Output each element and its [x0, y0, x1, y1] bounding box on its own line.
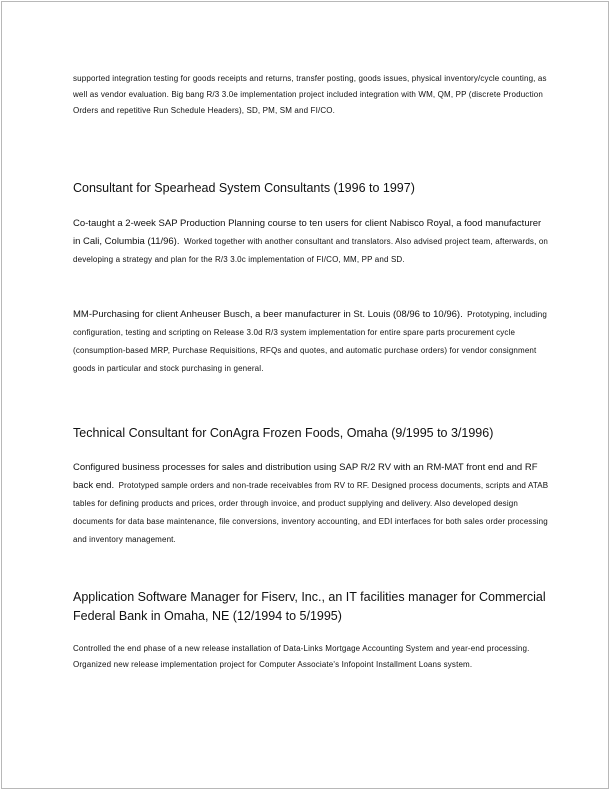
entry-body: Worked together with another consultant and translators. Also advised project team, afterwards, on developing a strategy and plan for the R/3 3.0c implementation of FI/CO, MM, PP and SD.	[73, 237, 549, 264]
entry-fiserv: Controlled the end phase of a new release installation of Data-Links Mortgage Accounting System and year-end processing. Organized new release implementation project for Computer Associate's Infopoint Installment Loans system.	[73, 644, 530, 669]
section-heading-spearhead: Consultant for Spearhead System Consultants (1996 to 1997)	[73, 181, 415, 195]
section-heading-fiserv: Application Software Manager for Fiserv, Inc., an IT facilities manager for Commercial Federal Bank in Omaha, NE (12/1994 to 5/1995)	[73, 590, 546, 623]
entry-body: Prototyped sample orders and non-trade receivables from RV to RF. Designed process documents, scripts and ATAB tables for defining products and prices, order through invoice, and product supplying and delivery. Also developed design documents for data base maintenance, file conversions, inventory accounting, and EDI interfaces for both sales order processing and inventory management.	[73, 481, 549, 544]
entry-anheuser-busch	[73, 305, 551, 377]
entry-body: Prototyping, including configuration, testing and scripting on Release 3.0d R/3 system implementation for entire spare parts procurement cycle (consumption-based MRP, Purchase Requisitions, RFQs and quotes, and automatic purchase orders) for vendor consignment goods in particular and stock purchasing in general.	[73, 310, 547, 373]
intro-paragraph: supported integration testing for goods receipts and returns, transfer posting, goods issues, physical inventory/cycle counting, as well as vendor evaluation. Big bang R/3 3.0e implementation project included integration with WM, QM, PP (discrete Production Orders and repetitive Run Schedule Headers), SD, PM, SM and FI/CO.	[73, 74, 547, 115]
section-heading-conagra: Technical Consultant for ConAgra Frozen Foods, Omaha (9/1995 to 3/1996)	[73, 426, 494, 440]
entry-lead: Co-taught a 2-week SAP Production Planning course to ten users for client Nabisco Royal, a food manufacturer in Cali, Columbia (11/96).	[73, 218, 542, 247]
entry-nabisco	[73, 214, 551, 268]
document-page	[1, 1, 609, 789]
entry-lead: MM-Purchasing for client Anheuser Busch, a beer manufacturer in St. Louis (08/96 to 10/96).	[73, 309, 463, 320]
entry-conagra	[73, 458, 551, 548]
entry-lead: Configured business processes for sales and distribution using SAP R/2 RV with an RM-MAT front end and RF back end.	[73, 462, 538, 491]
